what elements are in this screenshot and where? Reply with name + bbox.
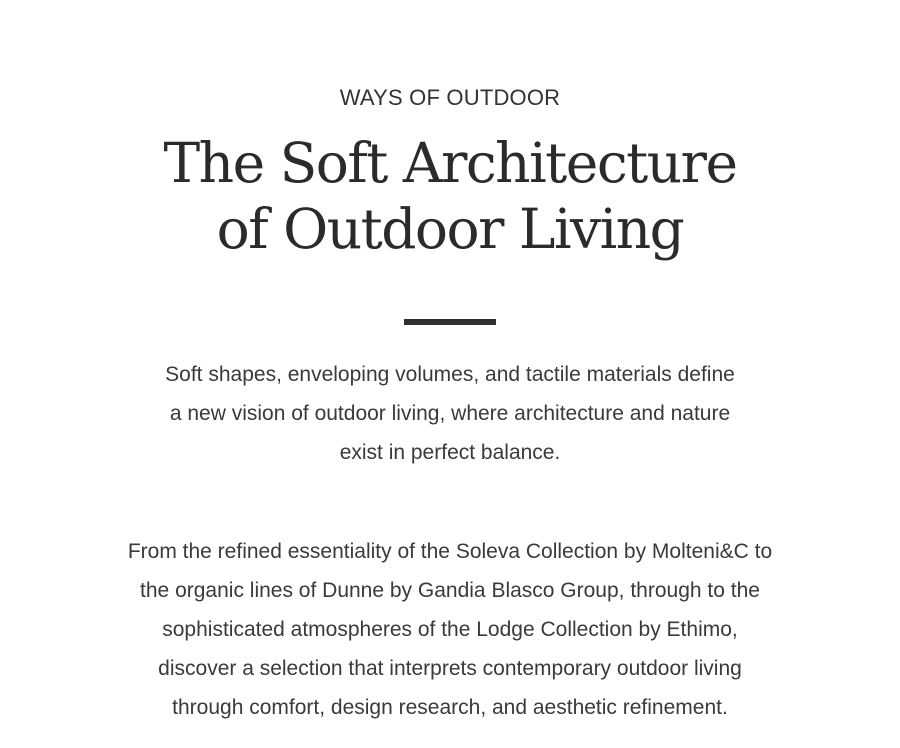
intro-line: exist in perfect balance.: [339, 441, 561, 464]
body-line: From the refined essentiality of the Soleva Collection by Molteni&C to: [127, 540, 773, 563]
intro-paragraph: [100, 355, 800, 472]
body-paragraph: [70, 532, 830, 727]
page-title: [50, 130, 850, 262]
title-line-2: of Outdoor Living: [216, 197, 684, 261]
body-line: the organic lines of Dunne by Gandia Blasco Group, through to the: [140, 579, 760, 602]
body-line: discover a selection that interprets contemporary outdoor living: [158, 657, 742, 680]
body-line: through comfort, design research, and aesthetic refinement.: [172, 696, 728, 719]
title-line-1: The Soft Architecture: [163, 131, 737, 195]
intro-line: Soft shapes, enveloping volumes, and tactile materials define: [165, 363, 735, 386]
title-divider: [404, 319, 496, 325]
eyebrow-label: WAYS OF OUTDOOR: [339, 85, 561, 110]
body-line: sophisticated atmospheres of the Lodge Collection by Ethimo,: [162, 618, 738, 641]
intro-line: a new vision of outdoor living, where architecture and nature: [169, 402, 731, 425]
